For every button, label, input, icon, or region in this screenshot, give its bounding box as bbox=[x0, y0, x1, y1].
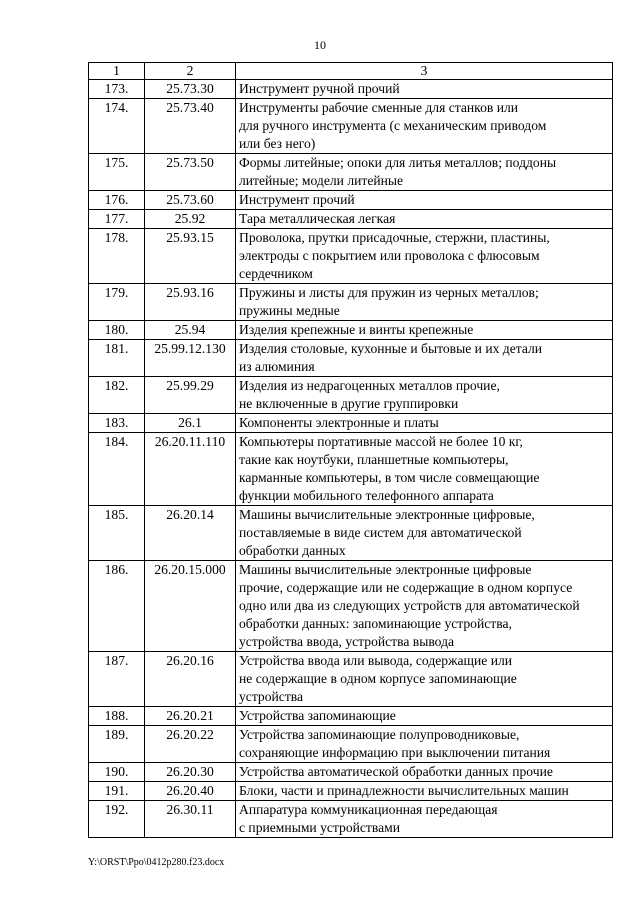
classification-table bbox=[88, 62, 613, 838]
table-row bbox=[89, 763, 613, 782]
item-description bbox=[236, 321, 613, 340]
description-line: для ручного инструмента (с механическим приводом bbox=[239, 118, 547, 133]
okpd-code: 25.92 bbox=[145, 210, 236, 229]
okpd-code: 26.30.11 bbox=[145, 801, 236, 838]
row-number: 173. bbox=[89, 80, 145, 99]
table-row bbox=[89, 321, 613, 340]
table-row bbox=[89, 801, 613, 838]
description-line: Изделия из недрагоценных металлов прочие, bbox=[239, 378, 500, 393]
okpd-code: 25.99.29 bbox=[145, 377, 236, 414]
description-line: из алюминия bbox=[239, 359, 315, 374]
description-line: Инструменты рабочие сменные для станков или bbox=[239, 100, 519, 115]
description-line: обработки данных: запоминающие устройства, bbox=[239, 616, 512, 631]
row-number: 189. bbox=[89, 726, 145, 763]
file-path-footer: Y:\ORST\Ppo\0412p280.f23.docx bbox=[88, 857, 225, 868]
description-line: сердечником bbox=[239, 266, 313, 281]
header-col-1: 1 bbox=[89, 63, 145, 80]
item-description bbox=[236, 99, 613, 154]
row-number: 186. bbox=[89, 561, 145, 652]
description-line: Инструмент прочий bbox=[239, 192, 355, 207]
description-line: Машины вычислительные электронные цифровые, bbox=[239, 507, 535, 522]
okpd-code: 26.20.21 bbox=[145, 707, 236, 726]
table-row bbox=[89, 414, 613, 433]
row-number: 183. bbox=[89, 414, 145, 433]
item-description bbox=[236, 80, 613, 99]
table-row bbox=[89, 229, 613, 284]
item-description bbox=[236, 506, 613, 561]
description-line: карманные компьютеры, в том числе совмещающие bbox=[239, 470, 540, 485]
item-description bbox=[236, 726, 613, 763]
description-line: Проволока, прутки присадочные, стержни, пластины, bbox=[239, 230, 550, 245]
row-number: 174. bbox=[89, 99, 145, 154]
item-description bbox=[236, 210, 613, 229]
description-line: Устройства автоматической обработки данных прочие bbox=[239, 764, 553, 779]
item-description bbox=[236, 801, 613, 838]
table-row bbox=[89, 726, 613, 763]
description-line: Аппаратура коммуникационная передающая bbox=[239, 802, 498, 817]
table-row bbox=[89, 782, 613, 801]
okpd-code: 26.20.16 bbox=[145, 652, 236, 707]
item-description bbox=[236, 652, 613, 707]
okpd-code: 25.93.15 bbox=[145, 229, 236, 284]
item-description bbox=[236, 561, 613, 652]
table-row bbox=[89, 210, 613, 229]
table-row bbox=[89, 99, 613, 154]
header-col-3: 3 bbox=[236, 63, 613, 80]
description-line: функции мобильного телефонного аппарата bbox=[239, 488, 494, 503]
table-row bbox=[89, 340, 613, 377]
okpd-code: 26.20.40 bbox=[145, 782, 236, 801]
description-line: устройства bbox=[239, 689, 304, 704]
description-line: или без него) bbox=[239, 136, 316, 151]
description-line: Компьютеры портативные массой не более 10 кг, bbox=[239, 434, 523, 449]
okpd-code: 25.94 bbox=[145, 321, 236, 340]
row-number: 175. bbox=[89, 154, 145, 191]
row-number: 177. bbox=[89, 210, 145, 229]
description-line: Пружины и листы для пружин из черных металлов; bbox=[239, 285, 539, 300]
description-line: с приемными устройствами bbox=[239, 820, 401, 835]
description-line: Блоки, части и принадлежности вычислительных машин bbox=[239, 783, 569, 798]
description-line: обработки данных bbox=[239, 543, 346, 558]
item-description bbox=[236, 763, 613, 782]
description-line: Устройства ввода или вывода, содержащие или bbox=[239, 653, 513, 668]
row-number: 179. bbox=[89, 284, 145, 321]
description-line: Изделия крепежные и винты крепежные bbox=[239, 322, 474, 337]
table-row bbox=[89, 377, 613, 414]
table-row bbox=[89, 652, 613, 707]
row-number: 181. bbox=[89, 340, 145, 377]
row-number: 176. bbox=[89, 191, 145, 210]
description-line: Формы литейные; опоки для литья металлов; поддоны bbox=[239, 155, 557, 170]
row-number: 191. bbox=[89, 782, 145, 801]
item-description bbox=[236, 433, 613, 506]
item-description bbox=[236, 284, 613, 321]
item-description bbox=[236, 377, 613, 414]
table-row bbox=[89, 433, 613, 506]
okpd-code: 25.73.30 bbox=[145, 80, 236, 99]
description-line: пружины медные bbox=[239, 303, 340, 318]
row-number: 188. bbox=[89, 707, 145, 726]
header-row bbox=[89, 63, 613, 80]
okpd-code: 25.93.16 bbox=[145, 284, 236, 321]
description-line: не содержащие в одном корпусе запоминающие bbox=[239, 671, 517, 686]
table-body bbox=[89, 80, 613, 838]
table-row bbox=[89, 561, 613, 652]
okpd-code: 25.73.40 bbox=[145, 99, 236, 154]
description-line: Компоненты электронные и платы bbox=[239, 415, 439, 430]
okpd-code: 26.20.15.000 bbox=[145, 561, 236, 652]
item-description bbox=[236, 340, 613, 377]
okpd-code: 25.73.50 bbox=[145, 154, 236, 191]
item-description bbox=[236, 191, 613, 210]
table-row bbox=[89, 506, 613, 561]
description-line: Инструмент ручной прочий bbox=[239, 81, 400, 96]
table-row bbox=[89, 80, 613, 99]
okpd-code: 26.20.30 bbox=[145, 763, 236, 782]
item-description bbox=[236, 414, 613, 433]
description-line: электроды с покрытием или проволока с флюсовым bbox=[239, 248, 540, 263]
item-description bbox=[236, 707, 613, 726]
description-line: такие как ноутбуки, планшетные компьютеры, bbox=[239, 452, 509, 467]
row-number: 187. bbox=[89, 652, 145, 707]
row-number: 182. bbox=[89, 377, 145, 414]
table-row bbox=[89, 154, 613, 191]
row-number: 180. bbox=[89, 321, 145, 340]
table-row bbox=[89, 707, 613, 726]
table-row bbox=[89, 284, 613, 321]
description-line: устройства ввода, устройства вывода bbox=[239, 634, 455, 649]
item-description bbox=[236, 229, 613, 284]
description-line: Тара металлическая легкая bbox=[239, 211, 396, 226]
description-line: Устройства запоминающие полупроводниковые, bbox=[239, 727, 520, 742]
okpd-code: 26.20.22 bbox=[145, 726, 236, 763]
row-number: 190. bbox=[89, 763, 145, 782]
page-number: 10 bbox=[314, 38, 326, 52]
row-number: 185. bbox=[89, 506, 145, 561]
description-line: одно или два из следующих устройств для автоматической bbox=[239, 598, 580, 613]
okpd-code: 26.20.11.110 bbox=[145, 433, 236, 506]
description-line: литейные; модели литейные bbox=[239, 173, 404, 188]
description-line: не включенные в другие группировки bbox=[239, 396, 459, 411]
item-description bbox=[236, 154, 613, 191]
description-line: сохраняющие информацию при выключении питания bbox=[239, 745, 551, 760]
row-number: 178. bbox=[89, 229, 145, 284]
description-line: Изделия столовые, кухонные и бытовые и их детали bbox=[239, 341, 543, 356]
row-number: 184. bbox=[89, 433, 145, 506]
description-line: прочие, содержащие или не содержащие в одном корпусе bbox=[239, 580, 573, 595]
description-line: Устройства запоминающие bbox=[239, 708, 396, 723]
okpd-code: 26.20.14 bbox=[145, 506, 236, 561]
okpd-code: 26.1 bbox=[145, 414, 236, 433]
item-description bbox=[236, 782, 613, 801]
table-row bbox=[89, 191, 613, 210]
header-col-2: 2 bbox=[145, 63, 236, 80]
description-line: поставляемые в виде систем для автоматической bbox=[239, 525, 522, 540]
okpd-code: 25.99.12.130 bbox=[145, 340, 236, 377]
row-number: 192. bbox=[89, 801, 145, 838]
okpd-code: 25.73.60 bbox=[145, 191, 236, 210]
description-line: Машины вычислительные электронные цифровые bbox=[239, 562, 532, 577]
